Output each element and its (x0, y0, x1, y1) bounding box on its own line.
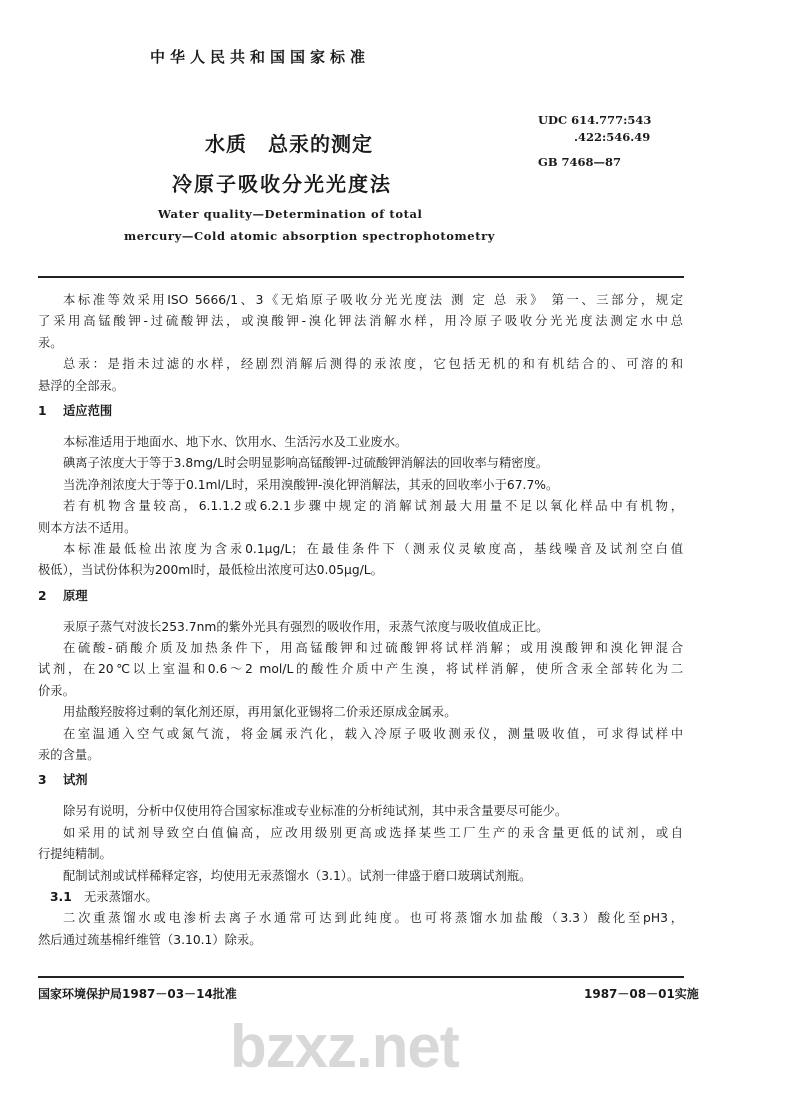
paragraph-line: 则本方法不适用。 (38, 520, 137, 535)
paragraph (38, 354, 683, 397)
paragraph-line: 除另有说明，分析中仅使用符合国家标准或专业标准的分析纯试剂，其中汞含量要尽可能少。 (63, 804, 568, 819)
paragraph-line: 若有机物含量较高，6.1.1.2或6.2.1步骤中规定的消解试剂最大用量不足以氧化样品中有机物， (63, 499, 683, 514)
section-title: 无汞蒸馏水。 (84, 889, 158, 904)
paragraph-line: 汞的含量。 (38, 748, 100, 763)
paragraph (38, 702, 683, 723)
paragraph (38, 539, 683, 582)
paragraph (38, 823, 683, 866)
implementation-date: 1987－08－01实施 (584, 987, 699, 1001)
document-title-line1: 水质 总汞的测定 (205, 132, 373, 156)
paragraph-line: 在室温通入空气或氮气流，将金属汞汽化，载入冷原子吸收测汞仪，测量吸收值，可求得试样中 (63, 726, 683, 741)
paragraph-line: 用盐酸羟胺将过剩的氧化剂还原，再用氯化亚锡将二价汞还原成金属汞。 (63, 705, 457, 720)
paragraph (38, 290, 683, 354)
paragraph (38, 866, 683, 887)
paragraph-line: 悬浮的全部汞。 (38, 378, 125, 393)
paragraph-line: 如采用的试剂导致空白值偏高，应改用级别更高或选择某些工厂生产的汞含量更低的试剂，或自 (63, 825, 683, 840)
paragraph-line: 本标准等效采用ISO 5666/1、3《无焰原子吸收分光光度法 测 定 总 汞》 第一、三部分，规定 (63, 293, 683, 307)
paragraph-line: 极低），当试份体积为200ml时，最低检出浓度可达0.05μg/L。 (38, 563, 383, 578)
section-number: 2 (38, 588, 47, 603)
paragraph-line: 价汞。 (38, 683, 75, 698)
paragraph-line: 配制试剂或试样稀释定容，均使用无汞蒸馏水（3.1）。试剂一律盛于磨口玻璃试剂瓶。 (63, 868, 532, 883)
issuing-organization: 中华人民共和国国家标准 (150, 48, 371, 66)
paragraph-line: 了采用高锰酸钾-过硫酸钾法，或溴酸钾-溴化钾法消解水样，用冷原子吸收分光光度法测定水中总 (38, 314, 683, 329)
paragraph (38, 617, 683, 638)
section-number: 1 (38, 403, 47, 418)
english-title-line2: mercury—Cold atomic absorption spectrophotometry (124, 229, 496, 243)
paragraph-line: 本标准最低检出浓度为含汞0.1μg/L；在最佳条件下（测汞仪灵敏度高，基线噪音及试剂空白值 (63, 541, 683, 556)
paragraph (38, 724, 683, 767)
paragraph-line: 当洗净剂浓度大于等于0.1ml/L时，采用溴酸钾-溴化钾消解法，其汞的回收率小于67.7%。 (63, 477, 559, 492)
section-heading (38, 770, 683, 791)
paragraph-line: 行提纯精制。 (38, 847, 112, 862)
watermark: bzxz.net (230, 1013, 459, 1080)
paragraph-line: 汞。 (38, 335, 63, 350)
document-title-line2: 冷原子吸收分光光度法 (172, 172, 392, 196)
header-divider (38, 276, 684, 278)
paragraph-line: 总汞：是指未过滤的水样，经剧烈消解后测得的汞浓度，它包括无机的和有机结合的、可溶的和 (63, 357, 683, 372)
section-title: 适应范围 (63, 403, 113, 418)
section-heading (38, 401, 683, 422)
paragraph-line: 然后通过巯基棉纤维管（3.10.1）除汞。 (38, 932, 262, 947)
paragraph (38, 432, 683, 453)
udc-code-line2: .422:546.49 (574, 130, 651, 144)
paragraph (38, 801, 683, 822)
subsection-heading (38, 887, 683, 908)
paragraph-line: 本标准适用于地面水、地下水、饮用水、生活污水及工业废水。 (63, 434, 408, 449)
udc-code-line1: UDC 614.777:543 (538, 113, 652, 127)
paragraph-line: 在硫酸-硝酸介质及加热条件下，用高锰酸钾和过硫酸钾将试样消解；或用溴酸钾和溴化钾混合 (63, 641, 683, 656)
section-title: 原理 (63, 588, 88, 603)
classification-block (538, 112, 651, 171)
paragraph (38, 496, 683, 539)
paragraph-line: 碘离子浓度大于等于3.8mg/L时会明显影响高锰酸钾-过硫酸钾消解法的回收率与精密度。 (63, 456, 549, 471)
section-title: 试剂 (63, 773, 88, 788)
footer-divider (38, 976, 684, 978)
section-number: 3 (38, 773, 47, 788)
english-title-line1: Water quality—Determination of total (158, 207, 423, 221)
paragraph-line: 试剂，在20℃以上室温和0.6～2 mol/L的酸性介质中产生溴，将试样消解，使所含汞全部转化为二 (38, 662, 683, 677)
section-heading (38, 586, 683, 607)
paragraph (38, 453, 683, 474)
paragraph-line: 二次重蒸馏水或电渗析去离子水通常可达到此纯度。也可将蒸馏水加盐酸（3.3）酸化至pH3， (63, 911, 683, 926)
section-number: 3.1 (50, 889, 72, 904)
document-body (38, 290, 683, 951)
paragraph-line: 汞原子蒸气对波长253.7nm的紫外光具有强烈的吸收作用，汞蒸气浓度与吸收值成正比。 (63, 619, 549, 634)
paragraph (38, 475, 683, 496)
approval-date: 国家环境保护局1987－03－14批准 (38, 987, 237, 1001)
paragraph (38, 638, 683, 702)
paragraph (38, 908, 683, 951)
standard-number: GB 7468—87 (538, 155, 622, 169)
